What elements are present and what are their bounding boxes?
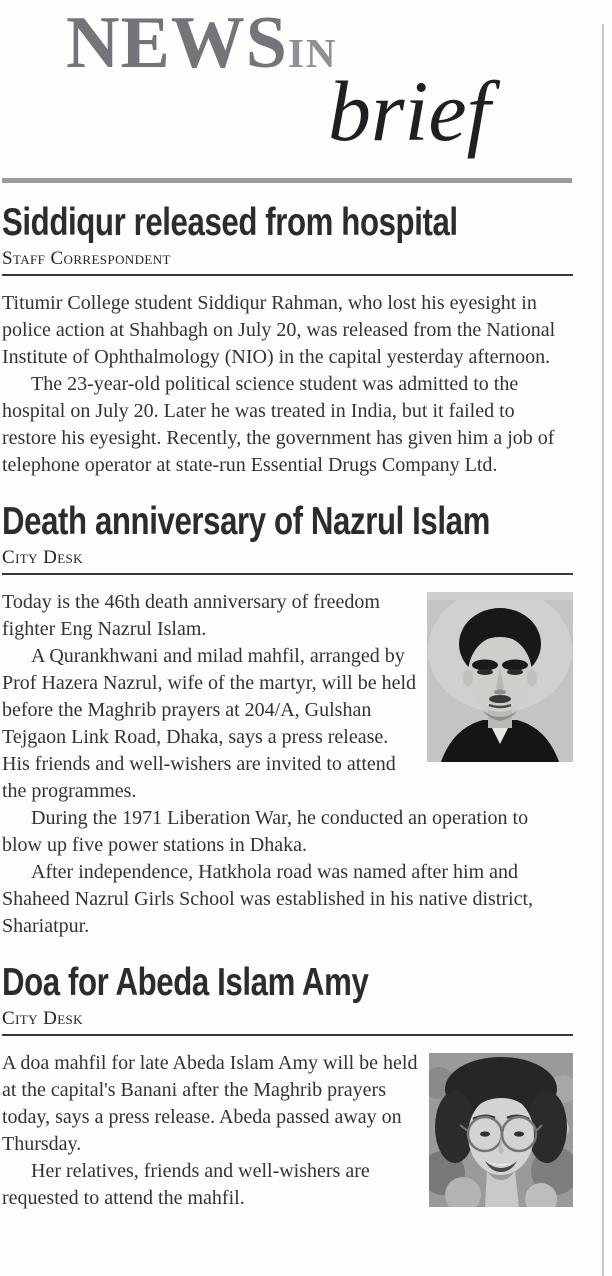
paragraph: Titumir College student Siddiqur Rahman, who lost his eyesight in police action at Shahbagh on July 20, was released from the National Institute of Ophthalmology (NIO) in the capital yesterday afternoon. [2,292,556,368]
paragraph: During the 1971 Liberation War, he conducted an operation to blow up five power stations in Dhaka. [2,807,529,856]
article-nazrul-anniversary [2,501,573,940]
paragraph: After independence, Hatkhola road was named after him and Shaheed Nazrul Girls School was established in his native district, Shariatpur. [2,861,534,937]
article-doa-abeda [2,962,573,1212]
portrait-image [429,1053,573,1207]
article-siddiqur-released [2,196,573,479]
paragraph: A doa mahfil for late Abeda Islam Amy will be held at the capital's Banani after the Maghrib prayers today, says a press release. Abeda passed away on Thursday. [2,1052,418,1155]
article-headline: Doa for Abeda Islam Amy [2,961,369,1004]
articles-column [2,196,573,1213]
article-byline: City Desk [2,1008,83,1029]
paragraph: The 23-year-old political science student was admitted to the hospital on July 20. Later he was treated in India, but it failed to restore his eyesight. Recently, the government has given him a job of telephone operator at state-run Essential Drugs Company Ltd. [2,373,555,476]
masthead-brief-word: brief [328,63,491,159]
article-byline: Staff Correspondent [2,248,171,269]
article-headline: Death anniversary of Nazrul Islam [2,500,490,543]
paragraph: A Qurankhwani and milad mahfil, arranged by Prof Hazera Nazrul, wife of the martyr, will be held before the Maghrib prayers at 204/A, Gulshan Tejgaon Link Road, Dhaka, says a press release. His friends and well-wishers are invited to attend the programmes. [2,645,417,802]
portrait-image [427,592,573,762]
byline-rule [2,573,573,575]
masthead-in-word: IN [287,30,338,76]
masthead-news-word: NEWS [66,2,288,84]
paragraph: Her relatives, friends and well-wishers are requested to attend the mahfil. [2,1160,370,1209]
masthead-title [66,2,338,84]
section-masthead [0,0,612,196]
article-body [2,1050,573,1212]
masthead-rule [2,178,572,183]
paragraph: Today is the 46th death anniversary of freedom fighter Eng Nazrul Islam. [2,591,380,640]
column-divider-line [602,24,604,1276]
byline-rule [2,274,573,276]
article-byline: City Desk [2,547,83,568]
nazrul-islam-photo [427,592,573,762]
article-body [2,290,573,479]
article-headline: Siddiqur released from hospital [2,201,458,244]
abeda-islam-amy-photo [429,1053,573,1207]
article-body [2,589,573,940]
byline-rule [2,1034,573,1036]
